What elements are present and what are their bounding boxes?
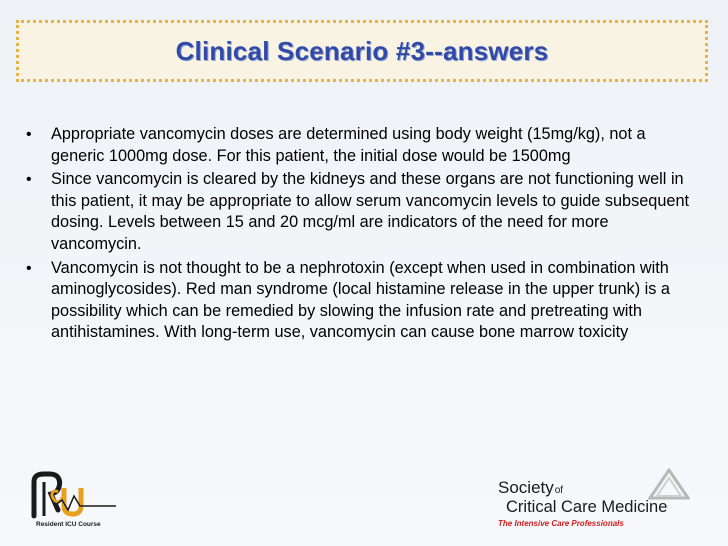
ricu-logo — [28, 470, 120, 530]
sccm-society-text — [498, 478, 563, 498]
bullet-list — [24, 124, 696, 346]
slide-title: Clinical Scenario #3--answers — [175, 35, 549, 66]
bullet-text: Vancomycin is not thought to be a nephrotoxin (except when used in combination with aminoglycosides). Red man syndrome (local histamine release in the upper trunk) is a possibility which can be remedied by slowing the infusion rate and pretreating with antihistamines. With long-term use, vancomycin can cause bone marrow toxicity — [51, 258, 670, 342]
title-box — [16, 20, 708, 82]
bullet-item — [24, 169, 696, 255]
sccm-triangle-icon — [648, 468, 690, 500]
bullet-item — [24, 124, 696, 167]
bullet-dot-icon: • — [26, 126, 32, 143]
ricu-logo-icon — [28, 470, 120, 530]
sccm-logo — [496, 468, 696, 532]
bullet-text: Since vancomycin is cleared by the kidneys and these organs are not functioning well in this patient, it may be appropriate to allow serum vancomycin levels to guide subsequent dosing. Levels between 15 and 20 mcg/ml are indicators of the need for more vancomycin. — [51, 170, 690, 253]
sccm-society-word: Society — [498, 478, 554, 497]
bullet-dot-icon: • — [26, 171, 32, 189]
bullet-dot-icon: • — [26, 259, 32, 277]
sccm-of-word: of — [554, 485, 564, 496]
bullet-item — [24, 258, 696, 344]
sccm-name-text: Critical Care Medicine — [506, 498, 668, 516]
svg-text:Resident ICU Course: Resident ICU Course — [36, 521, 101, 528]
bullet-text: Appropriate vancomycin doses are determined using body weight (15mg/kg), not a generic 1000mg dose. For this patient, the initial dose would be 1500mg — [51, 125, 646, 165]
sccm-tagline: The Intensive Care Professionals — [498, 519, 624, 528]
